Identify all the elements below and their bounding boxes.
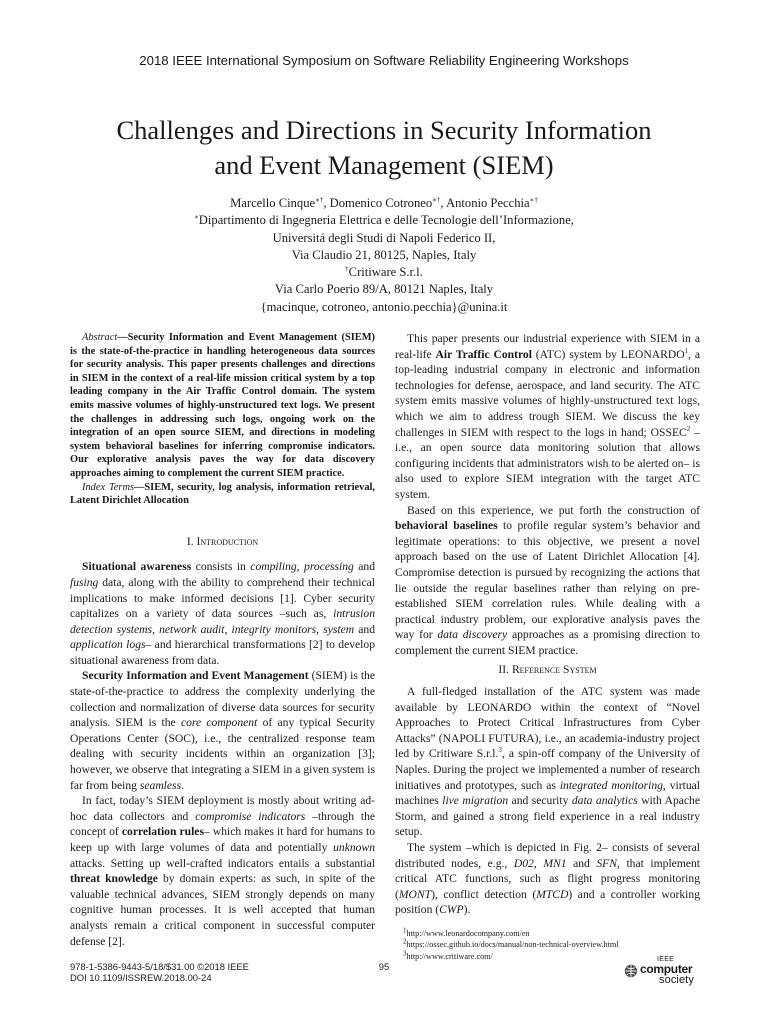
affiliation-mark: ∗ (194, 213, 199, 222)
logo-ieee-text: IEEE (657, 956, 675, 963)
bold-term: correlation rules (121, 825, 204, 839)
italic-term: compiling (250, 560, 297, 574)
affiliation-line (0, 212, 768, 229)
logo-computer-text: computer (640, 962, 693, 976)
italic-term: processing (304, 560, 354, 574)
ieee-computer-society-logo (624, 956, 704, 990)
bold-term: Situational awareness (82, 560, 192, 574)
section-title: Introduction (196, 534, 259, 548)
footnote-link[interactable]: http://www.leonardocompany.com/en (406, 928, 530, 938)
italic-term: core component (180, 716, 258, 730)
text-run: , (224, 622, 232, 636)
abstract-label: Abstract (82, 332, 118, 343)
text-run: with Apache Storm, and gained a strong field experience in a real industry setup. (395, 794, 700, 839)
text-run: (SIEM) is the state-of-the-practice to address the complexity underlying the collection and normalization of diverse data sources for security analysis. SIEM is the (70, 669, 375, 730)
italic-term: CWP (439, 903, 464, 917)
section-title: Reference System (511, 663, 597, 677)
text-run: consists in (191, 560, 251, 574)
affiliation-line (0, 264, 768, 281)
affiliation-line: Universitá degli Studi di Napoli Federico II, (272, 230, 496, 245)
italic-term: application logs (70, 638, 146, 652)
footnote-link[interactable]: http://www.critiware.com/ (406, 951, 493, 961)
text-run: , (316, 622, 324, 636)
paragraph (395, 684, 700, 840)
text-run: and security (508, 794, 572, 808)
footnote-link[interactable]: https://ossec.github.io/docs/manual/non-technical-overview.html (406, 940, 619, 950)
italic-term: data analytics (571, 794, 638, 808)
italic-term: MTCD (536, 887, 569, 901)
text-run: – which makes it hard for humans to keep up with large volumes of data and potentially (70, 825, 375, 854)
paragraph (70, 559, 375, 668)
italic-term: MONT (398, 887, 432, 901)
bold-term: Air Traffic Control (435, 347, 532, 361)
text-run: of any typical Security Operations Center (SOC), i.e., the centralized response team dealing with security incidents within an organization [3]; however, we observe that integrating a SIEM in a given system is far from being (70, 716, 375, 792)
index-terms-label: Index Terms (82, 481, 135, 493)
text-run: , (152, 622, 160, 636)
paper-title (40, 113, 728, 183)
italic-term: system (323, 622, 355, 636)
text-run: This paper presents our industrial experience with SIEM in a real-life (395, 332, 700, 361)
italic-term: network audit (159, 622, 225, 636)
affiliation-mark: † (345, 265, 349, 273)
footnote-ref: 2 (686, 424, 691, 433)
text-run: and (566, 856, 597, 870)
text-run: attacks. Setting up well-crafted indicators entails a substantial (70, 856, 375, 870)
text-run: The system –which is depicted in Fig. 2– consists of several distributed nodes, e.g., (395, 841, 700, 870)
author-names (0, 195, 768, 212)
footnote-ref: 3 (498, 746, 502, 755)
right-column (395, 331, 700, 962)
author-name: , Domenico Cotroneo (323, 196, 433, 210)
italic-term: D02 (513, 856, 534, 870)
italic-term: data discovery (437, 628, 508, 642)
text-run: and (354, 622, 376, 636)
abstract-text: —Security Information and Event Management (SIEM) is the state-of-the-practice in handling heterogeneous data sources for security analysis. This paper presents challenges and directions in SIEM in the context of a real-life mission critical system by a top leading company in the Air Traffic Control domain. The system emits massive volumes of highly-unstructured text logs. We present the challenges in addressing such logs, ongoing work on the integration of an open source SIEM, and directions in modeling system behavioral baselines for inferring compromise indicators. Our explorative analysis paves the way for data discovery approaches aiming to complement the current SIEM practice. (70, 332, 375, 479)
italic-term: MN1 (543, 856, 567, 870)
footer-doi: DOI 10.1109/ISSREW.2018.00-24 (70, 972, 212, 983)
text-run: ). (463, 903, 471, 917)
italic-term: SFN (596, 856, 617, 870)
text-run: data, along with the ability to comprehend their technical implications to make informed decisions [1]. Cyber security capitalizes on a variety of data sources –such as, (70, 575, 375, 621)
text-run: (ATC) system by LEONARDO (531, 347, 685, 361)
abstract (70, 331, 375, 481)
paragraph (395, 331, 700, 503)
text-run: – and hierarchical transformations [2] to develop situational awareness from data. (70, 638, 375, 667)
text-run: , a top-leading industrial company in electronic and information technologies for defense, aerospace, and land security. The ATC system emits massive volumes of highly-unstructured text logs, which we aim to address trough SIEM. We discuss the key challenges in SIEM with respect to the logs in hand; OSSEC (395, 347, 700, 439)
footer-isbn: 978-1-5386-9443-5/18/$31.00 ©2018 IEEE (70, 961, 249, 972)
footnote-number: 3 (403, 949, 407, 958)
italic-term: intrusion detection systems (70, 607, 375, 636)
left-column (70, 331, 375, 949)
footnote-ref: 1 (684, 346, 689, 355)
text-run: , (296, 560, 305, 574)
author-mark: ∗† (315, 195, 324, 204)
text-run: In fact, today’s SIEM deployment is mostly about writing ad-hoc data collectors and (70, 794, 375, 823)
author-mark: ∗† (432, 195, 441, 204)
globe-icon (624, 964, 638, 978)
paragraph (395, 840, 700, 918)
footnote (403, 939, 700, 950)
index-terms (70, 481, 375, 508)
footnote-number: 2 (403, 937, 407, 946)
affiliation-line: Via Carlo Poerio 89/A, 80121 Naples, Italy (274, 282, 494, 297)
italic-term: live migration (442, 794, 509, 808)
author-block (0, 195, 768, 316)
text-run: , that implement critical ATC functions, such as flight progress monitoring ( (395, 856, 700, 901)
affiliation-text: Dipartimento di Ingegneria Elettrica e delle Tecnologie dell’Informazione, (198, 213, 574, 228)
bold-term: threat knowledge (70, 872, 158, 886)
text-run: , virtual machines (395, 778, 701, 808)
conference-header: 2018 IEEE International Symposium on Software Reliability Engineering Workshops (139, 53, 629, 68)
affiliation-text: Critiware S.r.l. (348, 265, 423, 280)
italic-term: integrated monitoring (559, 778, 663, 792)
italic-term: compromise indicators (195, 809, 306, 823)
italic-term: unknown (333, 841, 375, 854)
author-name: , Antonio Pecchia (440, 196, 530, 210)
author-name: Marcello Cinque (230, 196, 316, 210)
paragraph (70, 668, 375, 793)
footnote-number: 1 (403, 926, 407, 935)
logo-society-text: society (659, 974, 694, 986)
page-number: 95 (378, 961, 390, 972)
paragraph (395, 503, 700, 659)
italic-term: integrity monitors (231, 622, 317, 636)
text-run: , (533, 856, 544, 870)
text-run: and (353, 560, 376, 574)
section-heading-reference-system (395, 662, 700, 678)
text-run: ) and a controller working position ( (395, 887, 700, 917)
paragraph (70, 793, 375, 949)
text-run: A full-fledged installation of the ATC system was made available by LEONARDO within the context of “Novel Approaches to Protect Critical Infrastructures from Cyber Attacks” (NAPOLI FUTURA), i.e., an academia-industry project led by Critiware S.r.l. (395, 685, 700, 761)
affiliation-line: Via Claudio 21, 80125, Naples, Italy (291, 247, 477, 262)
title-line-1: Challenges and Directions in Security Information (116, 115, 652, 145)
section-number: II. (498, 663, 510, 677)
section-heading-introduction (70, 534, 375, 550)
text-run: approaches as a promising direction to complement the current SIEM practice. (395, 628, 700, 657)
footnote (403, 928, 700, 939)
italic-term: fusing (70, 575, 99, 589)
author-mark: ∗† (529, 195, 538, 204)
bold-term: Security Information and Event Management (82, 669, 309, 683)
index-terms-text: —SIEM, security, log analysis, information retrieval, Latent Dirichlet Allocation (70, 481, 376, 507)
text-run: Based on this experience, we put forth the construction of (407, 503, 700, 517)
text-run: ), conflict detection ( (431, 887, 537, 901)
bold-term: behavioral baselines (395, 519, 498, 533)
section-number: I. (186, 534, 194, 548)
text-run: to profile regular system’s behavior and legitimate operations: to this objective, we present a novel approach based on the use of Latent Dirichlet Allocation [4]. Compromise detection is pursued by recognizing the actions that lie outside the regular baselines rather than relying on pre-established SIEM correlation rules. While dealing with a practical industry problem, our explorative analysis paves the way for (395, 519, 700, 642)
text-run: –i.e., an open source data monitoring solution that allows configuring incidents that administrators wish to be alerted on– is also used to explore SIEM integration with the target ATC system. (395, 425, 700, 501)
italic-term: seamless (139, 778, 182, 792)
author-emails: {macinque, cotroneo, antonio.pecchia}@unina.it (260, 299, 508, 314)
title-line-2: and Event Management (SIEM) (214, 150, 554, 180)
text-run: . (181, 778, 184, 792)
text-run: , a spin-off company of the University of Naples. During the project we implemented a number of research initiatives and prototypes, such as (395, 747, 700, 792)
text-run: by domain experts: as such, in spite of the valuable technical advances, SIEM strongly depends on many cognitive human processes. It is well accepted that human analysts remain a critical component in successful computer defense [2]. (70, 872, 375, 948)
text-run: –through the concept of (70, 809, 376, 839)
